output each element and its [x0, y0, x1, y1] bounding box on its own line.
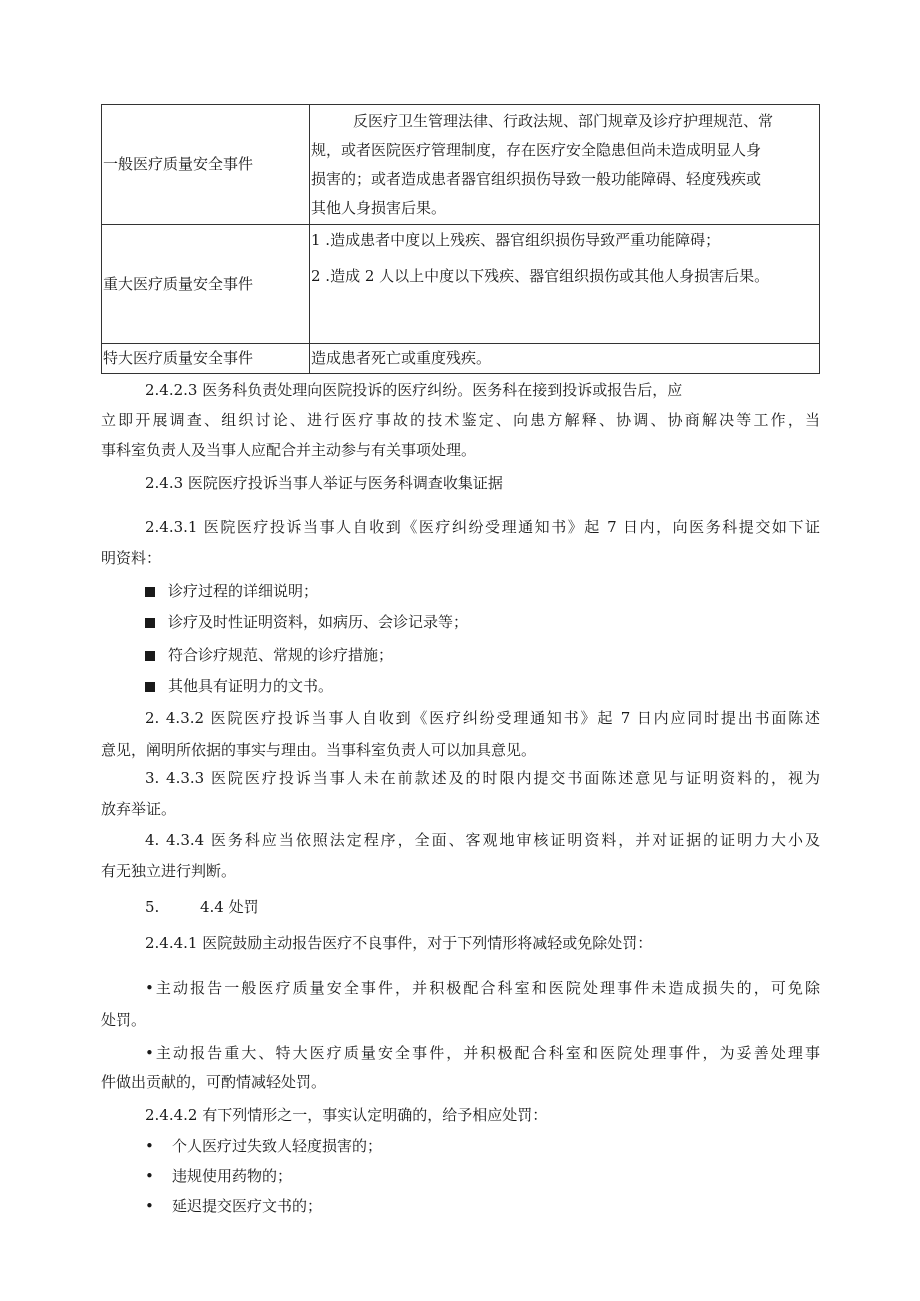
row-label-major: 重大医疗质量安全事件 [102, 225, 310, 344]
paragraph-line: 2.4.2.3 医务科负责处理向医院投诉的医疗纠纷。医务科在接到投诉或报告后，应 [145, 381, 683, 399]
row-label-extreme: 特大医疗质量安全事件 [102, 344, 310, 374]
row-desc-extreme: 造成患者死亡或重度残疾。 [310, 344, 820, 374]
square-bullet-icon [145, 618, 155, 628]
paragraph-line: •主动报告重大、特大医疗质量安全事件，并积极配合科室和医院处理事件，为妥善处理事 [145, 1044, 820, 1062]
list-item: 违规使用药物的； [172, 1167, 293, 1185]
desc-line: 2 .造成 2 人以上中度以下残疾、器官组织损伤或其他人身损害后果。 [311, 267, 770, 285]
paragraph-line: 立即开展调查、组织讨论、进行医疗事故的技术鉴定、向患方解释、协调、协商解决等工作，当 [101, 411, 820, 429]
list-item: 个人医疗过失致人轻度损害的； [172, 1137, 383, 1155]
row-desc-general [310, 105, 820, 225]
paragraph-line: 3. 4.3.3 医院医疗投诉当事人未在前款述及的时限内提交书面陈述意见与证明资料的，视为 [145, 769, 820, 787]
section-number: 5. [145, 898, 160, 916]
table-row [102, 344, 820, 374]
paragraph-line: 事科室负责人及当事人应配合并主动参与有关事项处理。 [101, 441, 477, 459]
paragraph-line: 有无独立进行判断。 [101, 862, 237, 880]
row-label-general: 一般医疗质量安全事件 [102, 105, 310, 225]
incident-grade-table [101, 104, 820, 374]
bullet-icon: • [145, 1167, 154, 1185]
section-heading: 2.4.3 医院医疗投诉当事人举证与医务科调查收集证据 [145, 474, 503, 492]
desc-line: 1 .造成患者中度以上残疾、器官组织损伤导致严重功能障碍； [311, 231, 721, 249]
paragraph-line: 意见，阐明所依据的事实与理由。当事科室负责人可以加具意见。 [101, 741, 537, 759]
paragraph-line: 2. 4.3.2 医院医疗投诉当事人自收到《医疗纠纷受理通知书》起 7 日内应同时提出书面陈述 [145, 709, 820, 727]
bullet-icon: • [145, 1197, 154, 1215]
paragraph-line: 2.4.4.2 有下列情形之一，事实认定明确的，给予相应处罚： [145, 1106, 548, 1124]
bullet-icon: • [145, 1137, 154, 1155]
paragraph-line: 放弃举证。 [101, 800, 177, 818]
list-item: 诊疗过程的详细说明； [145, 581, 318, 601]
paragraph-line: 明资料： [101, 549, 162, 567]
list-item: 符合诊疗规范、常规的诊疗措施； [145, 645, 393, 665]
paragraph-line: 2.4.4.1 医院鼓励主动报告医疗不良事件，对于下列情形将减轻或免除处罚： [145, 934, 653, 952]
square-bullet-icon [145, 651, 155, 661]
desc-line: 反医疗卫生管理法律、行政法规、部门规章及诊疗护理规范、常 [353, 111, 774, 130]
paragraph-line: •主动报告一般医疗质量安全事件，并积极配合科室和医院处理事件未造成损失的，可免除 [145, 979, 820, 997]
paragraph-line: 4. 4.3.4 医务科应当依照法定程序，全面、客观地审核证明资料，并对证据的证明力大小及 [145, 831, 820, 849]
desc-line: 其他人身损害后果。 [311, 198, 447, 217]
paragraph-line: 件做出贡献的，可酌情减轻处罚。 [101, 1073, 327, 1091]
desc-line: 损害的；或者造成患者器官组织损伤导致一般功能障碍、轻度残疾或 [311, 169, 762, 188]
table-row [102, 105, 820, 225]
square-bullet-icon [145, 682, 155, 692]
paragraph-line: 处罚。 [101, 1011, 147, 1029]
row-desc-major [310, 225, 820, 344]
paragraph-line: 2.4.3.1 医院医疗投诉当事人自收到《医疗纠纷受理通知书》起 7 日内，向医务科提交如下证 [145, 518, 820, 536]
table-row [102, 225, 820, 344]
square-bullet-icon [145, 587, 155, 597]
list-item: 诊疗及时性证明资料，如病历、会诊记录等； [145, 612, 468, 632]
section-heading: 4.4 处罚 [200, 898, 259, 916]
desc-line: 规，或者医院医疗管理制度，存在医疗安全隐患但尚未造成明显人身 [311, 140, 762, 159]
list-item: 延迟提交医疗文书的； [172, 1197, 323, 1215]
list-item: 其他具有证明力的文书。 [145, 676, 333, 696]
